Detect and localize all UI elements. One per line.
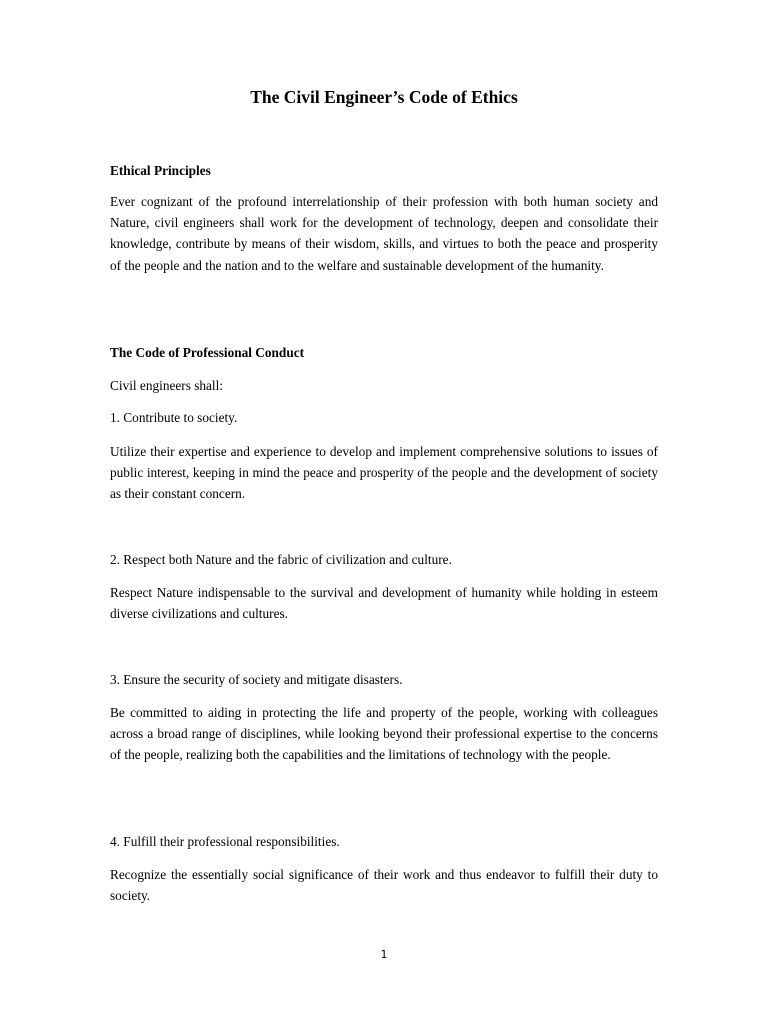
conduct-item-1-text: Utilize their expertise and experience to develop and implement comprehensive solutions to issues of public interest, keeping in mind the peace and prosperity of the people and the development of society as their constant concern. [110,444,658,502]
conduct-item-4-text: Recognize the essentially social significance of their work and thus endeavor to fulfill their duty to society. [110,867,658,904]
conduct-item-2-title: 2. Respect both Nature and the fabric of civilization and culture. [110,552,452,567]
document-title: The Civil Engineer’s Code of Ethics [250,87,518,107]
conduct-item-3-text: Be committed to aiding in protecting the life and property of the people, working with colleagues across a broad range of disciplines, while looking beyond their professional expertise to the concerns of the people, realizing both the capabilities and the limitations of technology with the people. [110,705,658,763]
conduct-item-2-text: Respect Nature indispensable to the survival and development of humanity while holding in esteem diverse civilizations and cultures. [110,585,658,622]
code-of-conduct-heading: The Code of Professional Conduct [110,345,305,360]
conduct-item-4-title: 4. Fulfill their professional responsibilities. [110,834,340,849]
ethical-principles-paragraph: Ever cognizant of the profound interrelationship of their profession with both human society and Nature, civil engineers shall work for the development of technology, deepen and consolidate their knowledge, contribute by means of their wisdom, skills, and virtues to both the peace and prosperity of the people and the nation and to the welfare and sustainable development of the humanity. [110,194,658,273]
code-of-conduct-intro: Civil engineers shall: [110,378,224,393]
ethical-principles-heading: Ethical Principles [110,163,211,178]
conduct-item-1-title: 1. Contribute to society. [110,410,238,425]
page-number: 1 [380,948,388,961]
conduct-item-3-title: 3. Ensure the security of society and mitigate disasters. [110,672,403,687]
